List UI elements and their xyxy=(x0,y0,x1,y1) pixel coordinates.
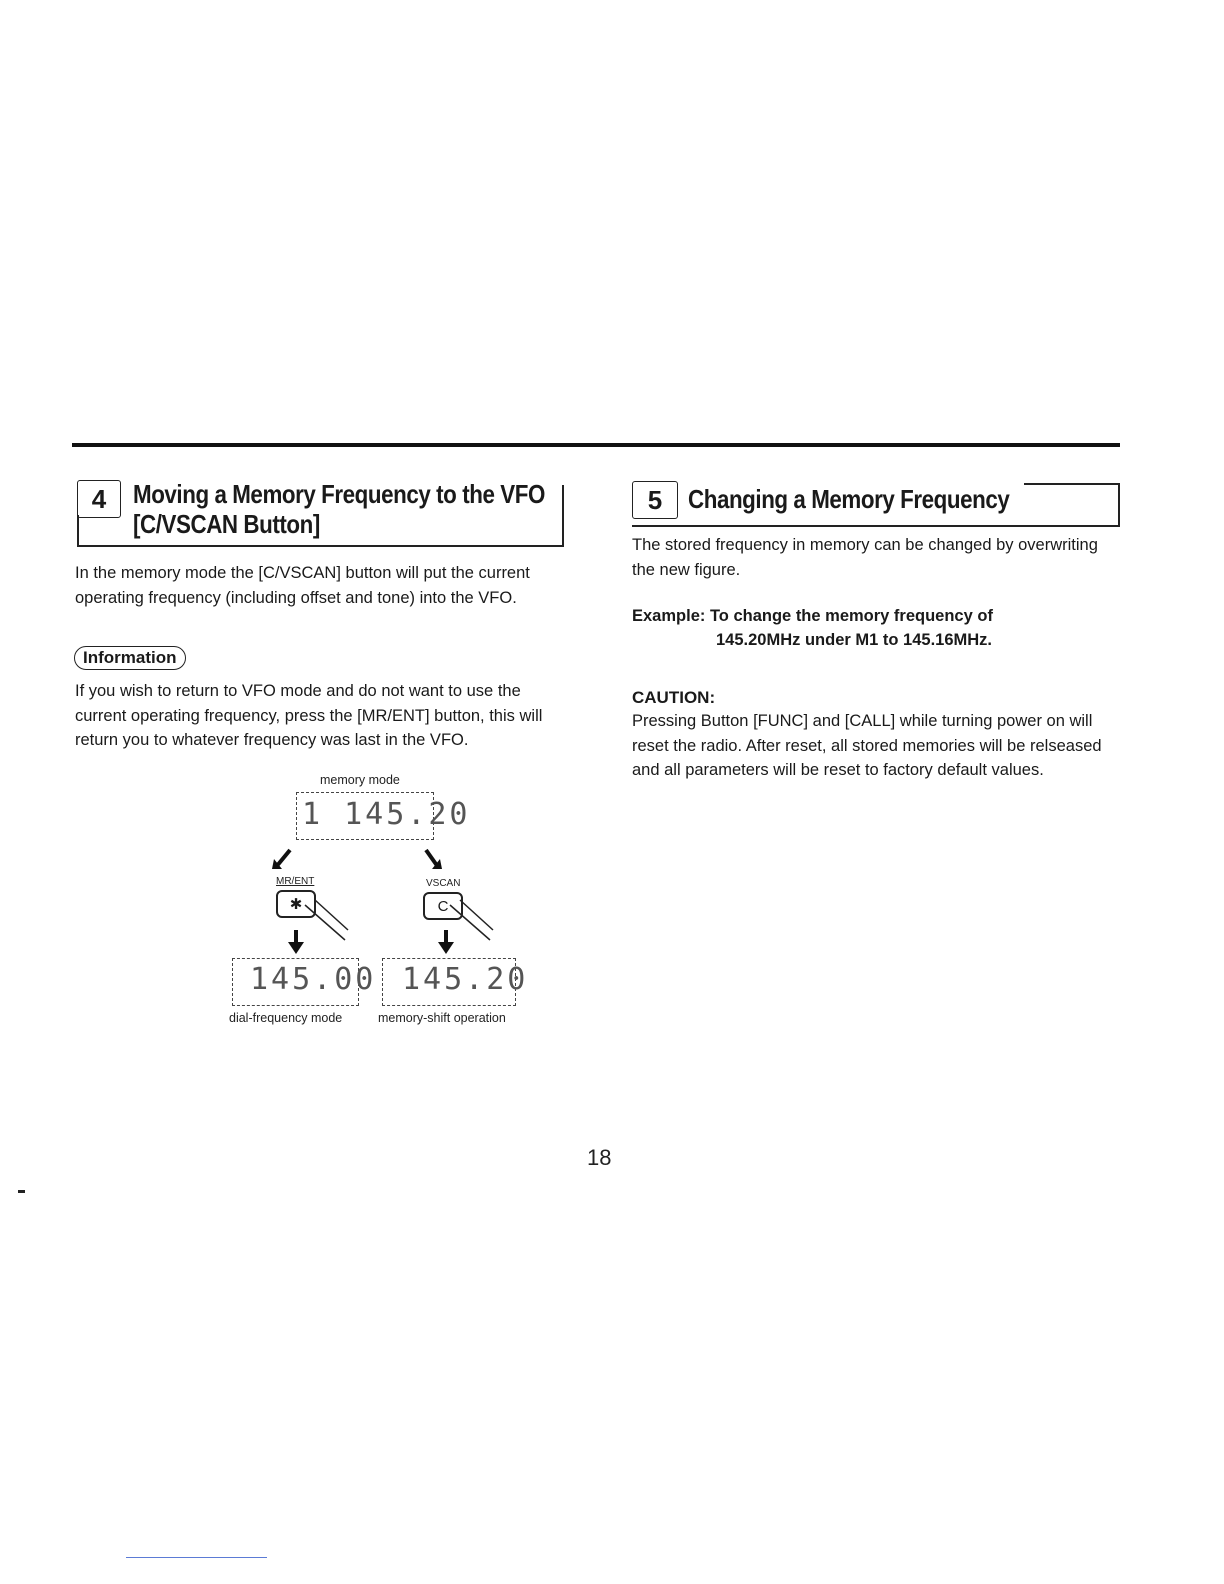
footer-rule xyxy=(126,1557,267,1558)
key-left-label: MR/ENT xyxy=(276,876,315,887)
header-frame-bottom xyxy=(77,545,564,547)
section-number-4: 4 xyxy=(77,480,121,518)
key-right-label: VSCAN xyxy=(426,878,461,889)
header-frame-bottom-5 xyxy=(632,525,1120,527)
section-number-5: 5 xyxy=(632,481,678,519)
header-frame-right xyxy=(562,485,564,547)
split-arrows xyxy=(270,845,470,875)
section-4-body: In the memory mode the [C/VSCAN] button will put the current operating frequency (including offset and tone) into the VFO. xyxy=(75,564,530,607)
display-right: 145.20 xyxy=(402,962,529,997)
down-arrows xyxy=(286,930,456,960)
top-rule xyxy=(72,443,1120,447)
display-left: 145.00 xyxy=(250,962,377,997)
c-key-icon: C xyxy=(437,897,449,915)
information-label: Information xyxy=(74,646,186,670)
header-frame-top-5 xyxy=(1024,483,1120,485)
down-arrowhead-right xyxy=(438,942,454,954)
information-text: If you wish to return to VFO mode and do not want to use the current operating frequency, press the [MR/ENT] button, this will return you to whatever frequency was last in the VFO. xyxy=(75,682,543,749)
caption-memory-shift: memory-shift operation xyxy=(378,1011,506,1025)
margin-mark xyxy=(18,1190,25,1193)
section-5-body: The stored frequency in memory can be changed by overwriting the new figure. xyxy=(632,536,1098,579)
page-number: 18 xyxy=(587,1145,612,1170)
caution-text: Pressing Button [FUNC] and [CALL] while turning power on will reset the radio. After reset, all stored memories will be relseased and all parameters will be reset to factory default values. xyxy=(632,712,1102,779)
caption-dial-frequency: dial-frequency mode xyxy=(229,1011,343,1025)
down-arrowhead-left xyxy=(288,942,304,954)
asterisk-icon: ✱ xyxy=(289,896,303,913)
header-frame-right-5 xyxy=(1118,483,1120,526)
caution-label: CAUTION: xyxy=(632,688,716,707)
section-4-title-line2: [C/VSCAN Button] xyxy=(133,509,320,539)
caption-memory-mode: memory mode xyxy=(320,773,400,787)
example-line1: Example: To change the memory frequency of xyxy=(632,607,993,625)
display-top: 1 145.20 xyxy=(302,797,471,832)
finger-right-icon xyxy=(450,900,493,940)
section-5-title: Changing a Memory Frequency xyxy=(688,484,1010,514)
example-line2: 145.20MHz under M1 to 145.16MHz. xyxy=(716,631,993,649)
section-4-title-line1: Moving a Memory Frequency to the VFO xyxy=(133,479,545,509)
header-frame-left xyxy=(77,515,79,546)
